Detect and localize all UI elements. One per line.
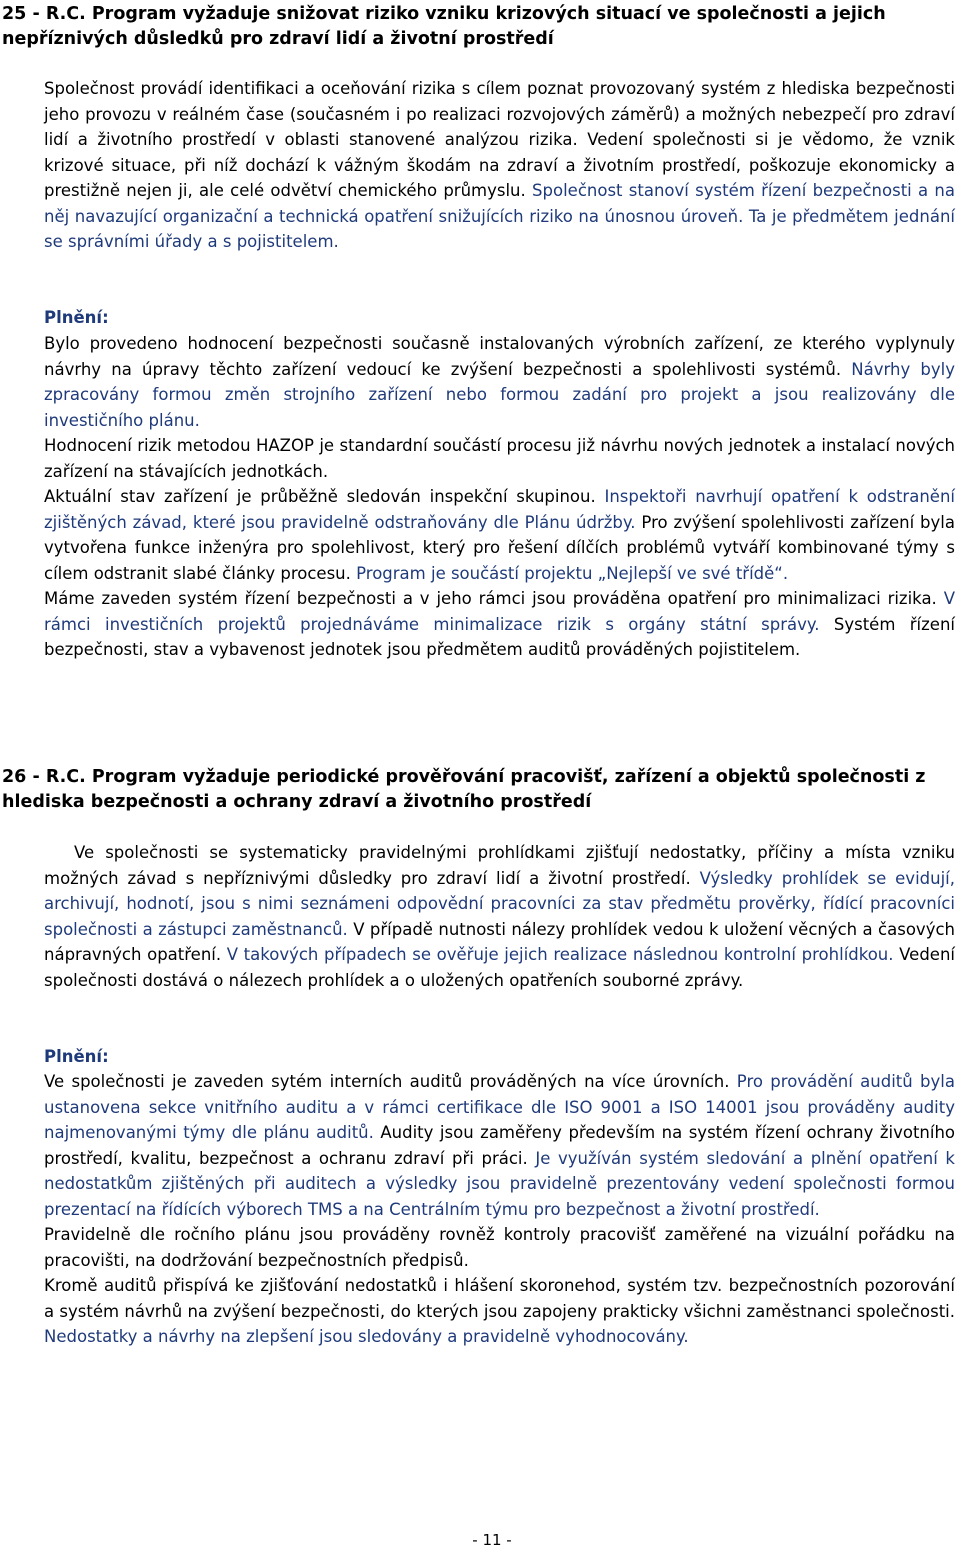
section-25-fulfilment [44, 331, 955, 663]
section-25-intro [44, 76, 955, 255]
intro-text: Ta je předmětem jednání se správními úřady a s pojistitelem. [44, 206, 955, 251]
section-number: 25 - [2, 4, 46, 24]
fulfilment-text: Pravidelně dle ročního plánu jsou prováděny rovněž kontroly pracovišť zaměřené na vizuální pořádku na pracovišti, na dodržování bezpečnostních předpisů. [44, 1225, 955, 1270]
intro-text: V případě nutnosti nálezy prohlídek vedou k uložení věcných a časových nápravných opatření. [44, 919, 955, 964]
section-title-text: Program vyžaduje periodické prověřování pracovišť, zařízení a objektů společnosti z hlediska bezpečnosti a ochrany zdraví a životního prostředí [2, 767, 926, 812]
fulfilment-text: Ve společnosti je zaveden sytém interních auditů prováděných na více úrovních. [44, 1072, 730, 1091]
fulfilment-text: Aktuální stav zařízení je průběžně sledován inspekční skupinou. [44, 487, 596, 506]
intro-text: Vedení společnosti dostává o nálezech prohlídek a o uložených opatřeních souborné zprávy. [44, 945, 955, 990]
fulfilment-text: Inspektoři navrhují opatření k odstranění zjištěných závad, které jsou pravidelně odstraňovány dle Plánu údržby. [44, 487, 955, 532]
section-number: 26 - [2, 767, 46, 787]
intro-text: Ve společnosti se systematicky pravidelnými prohlídkami zjišťují nedostatky, příčiny a místa vzniku možných závad s nepříznivými důsledky pro zdraví lidí a životní prostředí. [44, 843, 955, 888]
fulfilment-text: Je využíván systém sledování a plnění opatření k nedostatkům zjištěných při auditech a výsledky jsou pravidelně prezentovány vedení společnosti formou prezentací na řídících výborech TMS a na Centrálním týmu pro bezpečnost a životní prostředí. [44, 1148, 955, 1219]
intro-text: Společnost provádí identifikaci a oceňování rizika s cílem poznat provozovaný systém z hlediska bezpečnosti jeho provozu v reálném čase (současném i po realizaci rozvojových záměrů) a možných nebezpečí pro zdraví lidí a životního prostředí v oblasti stanovené analýzou rizika. [44, 79, 955, 149]
section-title-text: Program vyžaduje snižovat riziko vzniku krizových situací ve společnosti a jejich nepříznivých důsledků pro zdraví lidí a životní prostředí [2, 4, 886, 49]
fulfilment-text: Máme zaveden systém řízení bezpečnosti a v jeho rámci jsou prováděna opatření pro minimalizaci rizika. [44, 589, 937, 608]
fulfilment-text: Hodnocení rizik metodou HAZOP je standardní součástí procesu již návrhu nových jednotek a instalací nových zařízení na stávajících jednotkách. [44, 436, 955, 481]
fulfilment-text: Návrhy byly zpracovány formou změn strojního zařízení nebo formou zadání pro projekt a jsou realizovány dle investičního plánu. [44, 359, 956, 430]
fulfilment-text: Pro zvýšení spolehlivosti zařízení byla vytvořena funkce inženýra pro spolehlivost, který pro řešení dílčích problémů vytváří kombinované týmy s cílem odstranit slabé články procesu. [44, 512, 955, 583]
fulfilment-text: Pro provádění auditů byla ustanovena sekce vnitřního auditu a v rámci certifikace dle ISO 9001 a ISO 14001 jsou prováděny audity najmenovanými týmy dle plánu auditů. [44, 1072, 955, 1142]
section-26-title [2, 765, 957, 815]
fulfilment-text: Nedostatky a návrhy na zlepšení jsou sledovány a pravidelně vyhodnocovány. [44, 1327, 689, 1346]
fulfilment-text: Program je součástí projektu „Nejlepší ve své třídě“. [350, 563, 789, 583]
section-code: R.C. [45, 4, 86, 24]
intro-text: Společnost stanoví systém řízení bezpečnosti a na něj navazující organizační a technická opatření snižujících riziko na únosnou úroveň. [44, 181, 955, 226]
intro-text: Výsledky prohlídek se evidují, archivují, hodnotí, jsou s nimi seznámeni odpovědní pracovníci za stav předmětu prověrky, řídící pracovníci společnosti a zástupci zaměstnanců. [44, 868, 955, 939]
fulfilment-text: V rámci investičních projektů projednáváme minimalizace rizik s orgány státní správy. [44, 589, 955, 634]
fulfilment-text: Kromě auditů přispívá ke zjišťování nedostatků i hlášení skoronehod, systém tzv. bezpečnostních pozorování a systém návrhů na zvýšení bezpečnosti, do kterých jsou zapojeny prakticky všichni zaměstnanci společnosti. [44, 1276, 955, 1321]
fulfilment-text: Systém řízení bezpečnosti, stav a vybavenost jednotek jsou předmětem auditů prováděných pojistitelem. [44, 614, 955, 659]
section-26-fulfilment [44, 1069, 955, 1350]
section-code: R.C. [45, 767, 86, 787]
fulfilment-text: Bylo provedeno hodnocení bezpečnosti současně instalovaných výrobních zařízení, ze kterého vyplynuly návrhy na úpravy těchto zařízení vedoucí ke zvýšení bezpečnosti a spolehlivosti systémů. [44, 334, 955, 379]
fulfilment-text: Audity jsou zaměřeny především na systém řízení ochrany životního prostředí, kvalitu, bezpečnost a ochranu zdraví při práci. [44, 1123, 956, 1168]
section-25-title [2, 2, 957, 52]
intro-text: Vedení společnosti si je vědomo, že vznik krizové situace, při níž dochází k vážným škodám na zdraví a životním prostředí, poškozuje ekonomicky a prestižně nejen ji, ale celé odvětví chemického průmyslu. [44, 130, 955, 200]
intro-text: V takových případech se ověřuje jejich realizace následnou kontrolní prohlídkou. [221, 945, 894, 964]
plneni-heading: Plnění: [44, 1047, 109, 1066]
plneni-heading: Plnění: [44, 308, 109, 327]
page-number: - 11 - [472, 1531, 512, 1549]
section-26-intro [44, 840, 955, 993]
